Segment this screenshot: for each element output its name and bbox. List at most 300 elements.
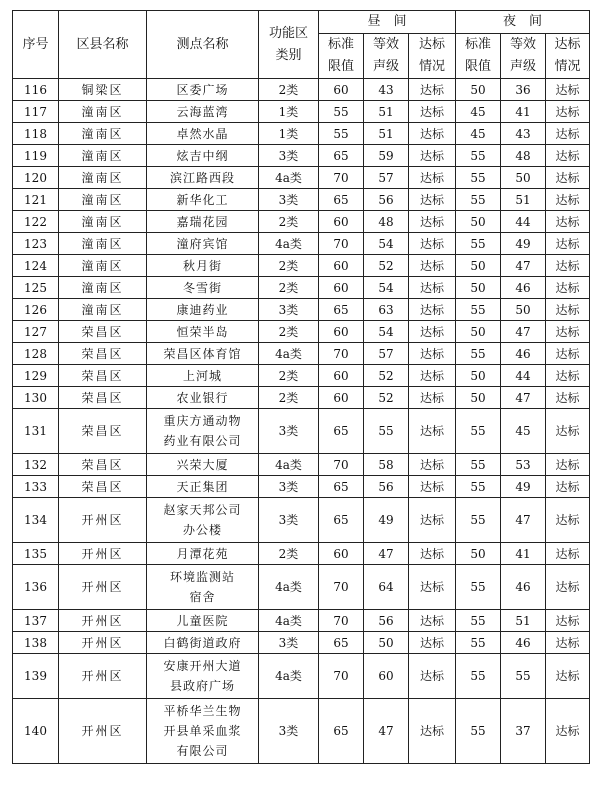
day-equivalent-cell: 57 [364,343,409,365]
night-standard-cell: 55 [456,565,501,610]
seq-cell: 138 [13,632,59,654]
day-compliance-cell: 达标 [409,255,456,277]
night-compliance-cell: 达标 [546,454,590,476]
night-standard-cell: 55 [456,299,501,321]
category-cell: 3类 [259,189,319,211]
seq-cell: 118 [13,123,59,145]
header-night-compliance-line2: 情况 [554,59,581,74]
night-standard-cell: 55 [456,343,501,365]
table-row [13,365,590,387]
night-equivalent-cell: 53 [501,454,546,476]
seq-cell: 121 [13,189,59,211]
category-cell: 4a类 [259,233,319,255]
site-name-line: 上河城 [182,368,222,383]
site-name-line: 儿童医院 [176,613,229,628]
table-row [13,79,590,101]
day-compliance-cell: 达标 [409,498,456,543]
night-standard-cell: 50 [456,211,501,233]
header-site: 测点名称 [147,11,259,79]
table-row [13,565,590,610]
category-cell: 1类 [259,101,319,123]
header-day-equivalent-line2: 声级 [372,59,399,74]
night-compliance-cell: 达标 [546,365,590,387]
site-name-line: 平桥华兰生物 [163,704,242,718]
day-equivalent-cell: 54 [364,277,409,299]
night-compliance-cell: 达标 [546,79,590,101]
seq-cell: 130 [13,387,59,409]
header-day-compliance-line2: 情况 [419,59,446,74]
header-night-compliance [546,34,590,79]
night-equivalent-cell: 50 [501,167,546,189]
night-compliance-cell: 达标 [546,654,590,699]
day-compliance-cell: 达标 [409,699,456,764]
site-name-line: 药业有限公司 [163,434,242,448]
night-compliance-cell: 达标 [546,277,590,299]
day-equivalent-cell: 63 [364,299,409,321]
table-row [13,387,590,409]
category-cell: 3类 [259,498,319,543]
day-equivalent-cell: 54 [364,321,409,343]
day-compliance-cell: 达标 [409,610,456,632]
district-cell: 潼南区 [59,189,147,211]
site-name-line: 天正集团 [176,479,229,494]
district-cell: 潼南区 [59,255,147,277]
category-cell: 3类 [259,632,319,654]
night-compliance-cell: 达标 [546,409,590,454]
header-day-standard-line2: 限值 [327,59,354,74]
district-cell: 荣昌区 [59,476,147,498]
day-equivalent-cell: 43 [364,79,409,101]
site-cell [147,654,259,699]
district-cell: 开州区 [59,610,147,632]
district-cell: 开州区 [59,498,147,543]
day-compliance-cell: 达标 [409,454,456,476]
day-standard-cell: 60 [319,277,364,299]
night-standard-cell: 50 [456,543,501,565]
seq-cell: 123 [13,233,59,255]
site-cell [147,255,259,277]
day-equivalent-cell: 64 [364,565,409,610]
night-standard-cell: 55 [456,654,501,699]
night-compliance-cell: 达标 [546,543,590,565]
night-standard-cell: 55 [456,498,501,543]
site-name-line: 月潭花苑 [176,546,229,561]
district-cell: 荣昌区 [59,321,147,343]
day-standard-cell: 60 [319,79,364,101]
site-name-line: 区委广场 [176,82,229,97]
day-equivalent-cell: 56 [364,189,409,211]
day-standard-cell: 65 [319,409,364,454]
day-standard-cell: 60 [319,321,364,343]
seq-cell: 122 [13,211,59,233]
day-compliance-cell: 达标 [409,632,456,654]
site-cell [147,211,259,233]
site-cell [147,409,259,454]
day-equivalent-cell: 56 [364,610,409,632]
site-cell [147,498,259,543]
site-name-line: 滨江路西段 [169,170,235,185]
day-standard-cell: 60 [319,387,364,409]
night-standard-cell: 55 [456,145,501,167]
header-district: 区县名称 [59,11,147,79]
category-cell: 3类 [259,409,319,454]
night-compliance-cell: 达标 [546,476,590,498]
table-row [13,189,590,211]
site-name-line: 赵家天邦公司 [163,503,242,517]
district-cell: 荣昌区 [59,409,147,454]
night-compliance-cell: 达标 [546,145,590,167]
day-equivalent-cell: 52 [364,255,409,277]
category-cell: 2类 [259,543,319,565]
day-equivalent-cell: 59 [364,145,409,167]
night-standard-cell: 55 [456,632,501,654]
day-equivalent-cell: 50 [364,632,409,654]
category-cell: 4a类 [259,610,319,632]
category-cell: 4a类 [259,454,319,476]
header-day-compliance [409,34,456,79]
night-standard-cell: 45 [456,123,501,145]
table-row [13,101,590,123]
night-compliance-cell: 达标 [546,255,590,277]
night-compliance-cell: 达标 [546,699,590,764]
night-standard-cell: 55 [456,699,501,764]
night-compliance-cell: 达标 [546,498,590,543]
table-row [13,343,590,365]
day-compliance-cell: 达标 [409,123,456,145]
seq-cell: 136 [13,565,59,610]
category-cell: 2类 [259,277,319,299]
day-standard-cell: 70 [319,610,364,632]
day-compliance-cell: 达标 [409,476,456,498]
day-compliance-cell: 达标 [409,101,456,123]
site-cell [147,343,259,365]
table-row [13,321,590,343]
site-name-line: 开县单采血浆 [163,724,242,738]
seq-cell: 116 [13,79,59,101]
site-name-line: 潼府宾馆 [176,236,229,251]
district-cell: 潼南区 [59,211,147,233]
header-seq: 序号 [13,11,59,79]
site-name-line: 环境监测站 [169,570,235,584]
night-equivalent-cell: 47 [501,321,546,343]
night-equivalent-cell: 44 [501,365,546,387]
night-equivalent-cell: 47 [501,255,546,277]
night-equivalent-cell: 46 [501,565,546,610]
night-compliance-cell: 达标 [546,233,590,255]
category-cell: 1类 [259,123,319,145]
site-cell [147,476,259,498]
site-name-line: 秋月街 [182,258,222,273]
district-cell: 开州区 [59,699,147,764]
day-standard-cell: 55 [319,101,364,123]
site-name-line: 荣昌区体育馆 [163,346,242,361]
night-standard-cell: 50 [456,79,501,101]
day-compliance-cell: 达标 [409,654,456,699]
site-cell [147,610,259,632]
site-cell [147,543,259,565]
site-name-line: 云海蓝湾 [176,104,229,119]
night-compliance-cell: 达标 [546,123,590,145]
site-name-line: 安康开州大道 [163,659,242,673]
header-day-compliance-line1: 达标 [419,37,446,52]
day-standard-cell: 65 [319,299,364,321]
table-row [13,145,590,167]
header-function-zone-line1: 功能区 [268,25,308,41]
night-equivalent-cell: 41 [501,543,546,565]
seq-cell: 126 [13,299,59,321]
day-equivalent-cell: 56 [364,476,409,498]
night-equivalent-cell: 47 [501,387,546,409]
day-equivalent-cell: 58 [364,454,409,476]
day-compliance-cell: 达标 [409,343,456,365]
category-cell: 4a类 [259,565,319,610]
night-compliance-cell: 达标 [546,101,590,123]
day-standard-cell: 70 [319,233,364,255]
site-name-line: 恒荣半岛 [176,324,229,339]
site-name-line: 卓然水晶 [176,126,229,141]
night-compliance-cell: 达标 [546,211,590,233]
category-cell: 4a类 [259,654,319,699]
night-equivalent-cell: 44 [501,211,546,233]
category-cell: 4a类 [259,343,319,365]
day-equivalent-cell: 47 [364,699,409,764]
day-compliance-cell: 达标 [409,211,456,233]
header-day-standard [319,34,364,79]
category-cell: 2类 [259,255,319,277]
night-compliance-cell: 达标 [546,321,590,343]
district-cell: 潼南区 [59,233,147,255]
seq-cell: 127 [13,321,59,343]
category-cell: 3类 [259,476,319,498]
category-cell: 4a类 [259,167,319,189]
day-standard-cell: 65 [319,498,364,543]
category-cell: 3类 [259,299,319,321]
noise-monitoring-table-page [0,10,600,764]
header-day-standard-line1: 标准 [327,37,354,52]
district-cell: 铜梁区 [59,79,147,101]
category-cell: 2类 [259,211,319,233]
day-standard-cell: 70 [319,565,364,610]
district-cell: 潼南区 [59,167,147,189]
day-equivalent-cell: 47 [364,543,409,565]
day-compliance-cell: 达标 [409,145,456,167]
category-cell: 3类 [259,145,319,167]
site-cell [147,101,259,123]
seq-cell: 124 [13,255,59,277]
day-compliance-cell: 达标 [409,189,456,211]
table-row [13,498,590,543]
header-night-compliance-line1: 达标 [554,37,581,52]
night-equivalent-cell: 49 [501,233,546,255]
table-row [13,123,590,145]
site-name-line: 白鹤街道政府 [163,635,242,650]
site-name-line: 农业银行 [176,390,229,405]
day-standard-cell: 60 [319,211,364,233]
table-row [13,476,590,498]
header-night-standard [456,34,501,79]
district-cell: 荣昌区 [59,454,147,476]
table-row [13,610,590,632]
day-standard-cell: 65 [319,145,364,167]
site-cell [147,365,259,387]
seq-cell: 139 [13,654,59,699]
night-standard-cell: 55 [456,454,501,476]
district-cell: 开州区 [59,654,147,699]
site-name-line: 兴荣大厦 [176,457,229,472]
table-row [13,543,590,565]
night-standard-cell: 50 [456,365,501,387]
day-compliance-cell: 达标 [409,233,456,255]
day-standard-cell: 60 [319,543,364,565]
day-equivalent-cell: 55 [364,409,409,454]
table-row [13,255,590,277]
day-equivalent-cell: 52 [364,365,409,387]
day-compliance-cell: 达标 [409,299,456,321]
site-name-line: 康迪药业 [176,302,229,317]
site-name-line: 重庆方通动物 [163,414,242,428]
night-equivalent-cell: 51 [501,610,546,632]
seq-cell: 129 [13,365,59,387]
site-cell [147,79,259,101]
table-body [13,79,590,764]
district-cell: 潼南区 [59,145,147,167]
day-equivalent-cell: 49 [364,498,409,543]
site-cell [147,565,259,610]
district-cell: 潼南区 [59,123,147,145]
site-name-line: 嘉瑞花园 [176,214,229,229]
night-equivalent-cell: 47 [501,498,546,543]
night-compliance-cell: 达标 [546,632,590,654]
night-standard-cell: 45 [456,101,501,123]
seq-cell: 132 [13,454,59,476]
day-equivalent-cell: 51 [364,101,409,123]
site-name-line: 冬雪街 [182,280,222,295]
night-standard-cell: 50 [456,255,501,277]
day-compliance-cell: 达标 [409,167,456,189]
night-compliance-cell: 达标 [546,299,590,321]
district-cell: 荣昌区 [59,365,147,387]
night-compliance-cell: 达标 [546,167,590,189]
day-compliance-cell: 达标 [409,409,456,454]
seq-cell: 133 [13,476,59,498]
night-equivalent-cell: 43 [501,123,546,145]
seq-cell: 137 [13,610,59,632]
header-day-equivalent [364,34,409,79]
table-row [13,233,590,255]
night-compliance-cell: 达标 [546,610,590,632]
category-cell: 2类 [259,79,319,101]
night-compliance-cell: 达标 [546,565,590,610]
district-cell: 开州区 [59,565,147,610]
district-cell: 开州区 [59,543,147,565]
night-equivalent-cell: 36 [501,79,546,101]
district-cell: 潼南区 [59,277,147,299]
site-name-line: 办公楼 [182,523,222,537]
site-cell [147,167,259,189]
table-row [13,632,590,654]
district-cell: 开州区 [59,632,147,654]
night-equivalent-cell: 46 [501,343,546,365]
category-cell: 2类 [259,387,319,409]
night-standard-cell: 50 [456,277,501,299]
seq-cell: 125 [13,277,59,299]
category-cell: 2类 [259,321,319,343]
day-standard-cell: 70 [319,454,364,476]
header-function-zone [259,11,319,79]
day-equivalent-cell: 57 [364,167,409,189]
site-cell [147,277,259,299]
seq-cell: 128 [13,343,59,365]
site-cell [147,699,259,764]
night-equivalent-cell: 48 [501,145,546,167]
night-equivalent-cell: 46 [501,277,546,299]
site-name-line: 宿舍 [189,590,216,604]
table-row [13,409,590,454]
night-standard-cell: 55 [456,167,501,189]
table-row [13,299,590,321]
district-cell: 潼南区 [59,299,147,321]
header-night-equivalent [501,34,546,79]
day-compliance-cell: 达标 [409,543,456,565]
site-cell [147,299,259,321]
night-equivalent-cell: 41 [501,101,546,123]
table-row [13,167,590,189]
day-standard-cell: 70 [319,343,364,365]
night-compliance-cell: 达标 [546,189,590,211]
site-cell [147,321,259,343]
seq-cell: 120 [13,167,59,189]
day-standard-cell: 60 [319,365,364,387]
header-function-zone-line2: 类别 [275,47,302,63]
seq-cell: 140 [13,699,59,764]
night-standard-cell: 50 [456,387,501,409]
day-standard-cell: 70 [319,654,364,699]
table-row [13,277,590,299]
day-equivalent-cell: 48 [364,211,409,233]
day-equivalent-cell: 51 [364,123,409,145]
district-cell: 荣昌区 [59,387,147,409]
night-standard-cell: 55 [456,476,501,498]
table-row [13,654,590,699]
district-cell: 荣昌区 [59,343,147,365]
day-standard-cell: 60 [319,255,364,277]
district-cell: 潼南区 [59,101,147,123]
header-night-standard-line2: 限值 [465,59,492,74]
site-name-line: 有限公司 [176,744,229,758]
night-standard-cell: 55 [456,610,501,632]
table-row [13,211,590,233]
day-standard-cell: 65 [319,189,364,211]
header-night-equivalent-line1: 等效 [510,37,537,52]
seq-cell: 131 [13,409,59,454]
header-daytime: 昼 间 [319,11,456,34]
site-cell [147,233,259,255]
day-standard-cell: 65 [319,476,364,498]
site-cell [147,387,259,409]
night-equivalent-cell: 50 [501,299,546,321]
day-compliance-cell: 达标 [409,79,456,101]
table-header [13,11,590,79]
night-equivalent-cell: 51 [501,189,546,211]
header-nighttime: 夜 间 [456,11,590,34]
night-compliance-cell: 达标 [546,387,590,409]
seq-cell: 117 [13,101,59,123]
night-equivalent-cell: 37 [501,699,546,764]
day-compliance-cell: 达标 [409,321,456,343]
table-row [13,699,590,764]
day-standard-cell: 65 [319,699,364,764]
seq-cell: 119 [13,145,59,167]
